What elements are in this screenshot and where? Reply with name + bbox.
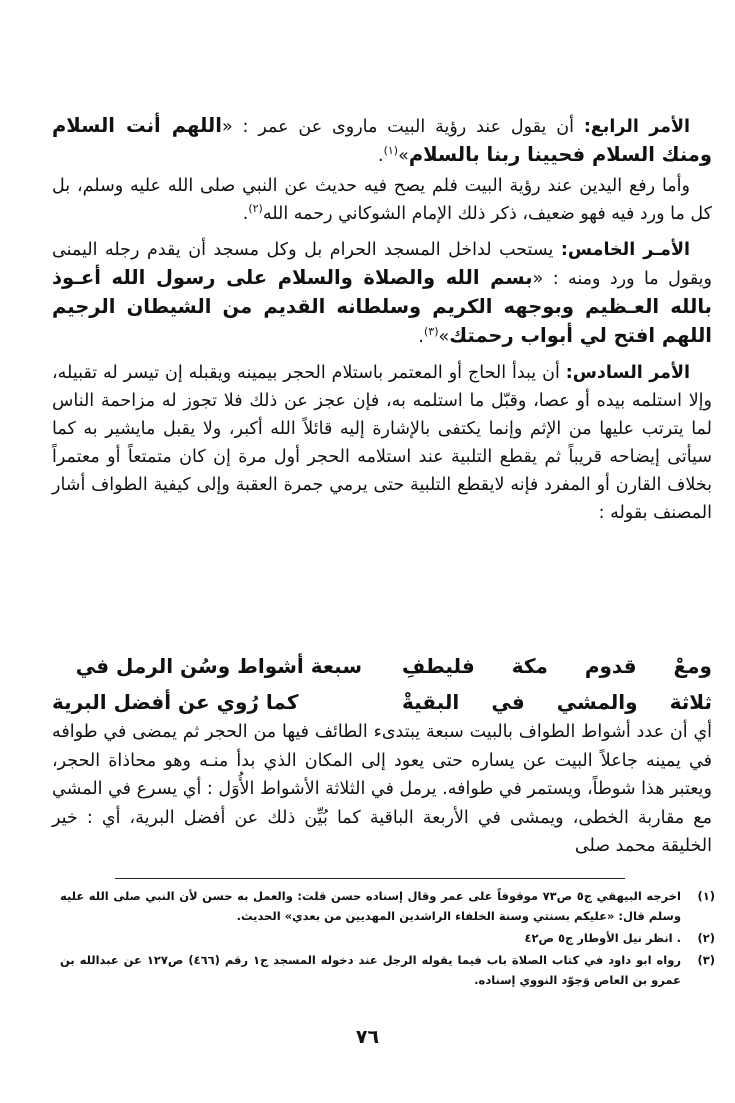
poem-word: في xyxy=(491,690,525,714)
footnote-number: (١) xyxy=(697,889,715,903)
main-text xyxy=(52,112,712,529)
poem-word: فليطفِ xyxy=(402,654,475,678)
heading-sixth: الأمر السادس: xyxy=(565,363,690,383)
heading-fifth: الأمـر الخامس: xyxy=(560,240,690,260)
footnote-ref: (١) xyxy=(383,144,399,158)
footnote-text: . انظر نيل الأوطار ج٥ ص٤٢ xyxy=(524,931,681,945)
footnote-ref: (٣) xyxy=(423,325,439,339)
footnote-ref: (٢) xyxy=(248,202,263,216)
paragraph-text: أن يبدأ الحاج أو المعتمر باستلام الحجر بيمينه ويقبله إن تيسر له تقبيله، وإلا استلمه بيده أو عصا، وقبّل ما استلمه به، فإن عجز عن ذلك فلا تجوز له مزاحمة الناس لما يترتب عليها من الإثم وإنما يكتفى بالإشارة إليه قائلاً الله أكبر، ولا يقبل مايشير به كما سيأتى إيضاحه قريباً ثم يقطع التلبية عند استلامه الحجر أول مرة إن كان متمتعاً أو معتمراً بخلاف القارن أو المفرد فإنه لايقطع التلبية حتى يرمي جمرة العقبة وإلى كيفية الطواف أشار المصنف بقوله : xyxy=(52,363,712,523)
poem-hemistich-left xyxy=(52,684,362,720)
poem-word: قدوم xyxy=(584,654,637,678)
poem-word: كما رُوي عن أفضل البرية xyxy=(52,690,299,714)
quote-close: » xyxy=(398,146,409,166)
paragraph-text: يستحب لداخل المسجد الحرام بل وكل مسجد أن يقدم رجله اليمنى ويقول ما ورد ومنه : « xyxy=(52,240,713,289)
footnote-text: رواه ابو داود في كتاب الصلاة باب فيما يقوله الرجل عند دخوله المسجد ج١ رقم (٤٦٦) ص١٢٧ عن عبدالله بن عمرو بن العاص وَجوّد النووي إسناده. xyxy=(60,953,682,987)
poem-hemistich-right xyxy=(402,684,712,720)
paragraph-text: أن يقول عند رؤية البيت ماروى عن عمر : « xyxy=(221,117,584,137)
footnote-item xyxy=(60,928,715,948)
footnote-item xyxy=(60,886,715,926)
footnote-separator xyxy=(115,878,625,879)
paragraph-raising-hands xyxy=(52,172,712,228)
quote-text: بسم الله والصلاة والسلام على رسول الله أعـوذ بالله العـظيم وبوجهه الكريم وسلطانه القديم من الشيطان الرجيم اللهم افتح لي أبواب رحمتك xyxy=(52,266,712,347)
heading-fourth: الأمر الرابع: xyxy=(583,117,690,137)
paragraph-fifth-matter xyxy=(52,236,712,351)
poem-word: البقيةْ xyxy=(402,690,460,714)
paragraph-text: وأما رفع اليدين عند رؤية البيت فلم يصح فيه حديث عن النبي صلى الله عليه وسلم، بل كل ما ورد فيه فهو ضعيف، ذكر ذلك الإمام الشوكاني رحمه الله xyxy=(52,176,712,224)
poem-verses xyxy=(52,648,712,720)
paragraph-fourth-matter xyxy=(52,112,712,170)
poem-hemistich-right xyxy=(402,648,712,684)
quote-close: » xyxy=(438,327,450,347)
poem-word: سبعة أشواط وسُن الرمل في xyxy=(75,654,362,678)
footnote-text: اخرجه البيهقي ج٥ ص٧٣ موقوفاً على عمر وقال إسناده حسن قلت: والعمل به حسن لأن النبي صلى الله عليه وسلم قال: «عليكم بسنتي وسنة الخلفاء الراشدين المهديين من بعدي» الحديث. xyxy=(60,889,682,923)
footnote-item xyxy=(60,950,715,990)
footnote-number: (٣) xyxy=(697,953,715,967)
footnote-number: (٢) xyxy=(697,931,715,945)
paragraph-sixth-matter xyxy=(52,359,712,527)
poem-line-1 xyxy=(52,648,712,684)
poem-hemistich-left xyxy=(52,648,362,684)
poem-word: والمشي xyxy=(556,690,638,714)
paragraph-tail: . xyxy=(242,204,249,224)
poem-word: مكة xyxy=(511,654,548,678)
footnotes xyxy=(60,886,715,992)
explanation-paragraph: أي أن عدد أشواط الطواف بالبيت سبعة يبتدىء الطائف فيها من الحجر ثم يمضى في طوافه في يمينه جاعلاً البيت عن يساره حتى يعود إلى المكان الذي بدأ منـه وهو محاذاة الحجر، ويعتبر هذا شوطاً، ويستمر في طوافه. يرمل في الثلاثة الأشواط الأُوَل : أي يسرع في المشي مع مقاربة الخطى، ويمشى في الأربعة الباقية كما بُيِّن ذلك عن أفضل البرية، أي : خير الخليقة محمد صلى xyxy=(52,722,712,856)
paragraph-tail: . xyxy=(378,146,384,166)
paragraph-tail: . xyxy=(418,327,424,347)
quote-text: اللهم أنت السلام ومنك السلام فحيينا ربنا بالسلام xyxy=(52,114,712,166)
poem-line-2 xyxy=(52,684,712,720)
page-number: ٧٦ xyxy=(355,1026,380,1048)
poem-word: ثلاثة xyxy=(669,690,712,714)
poem-word: ومعْ xyxy=(673,654,712,678)
